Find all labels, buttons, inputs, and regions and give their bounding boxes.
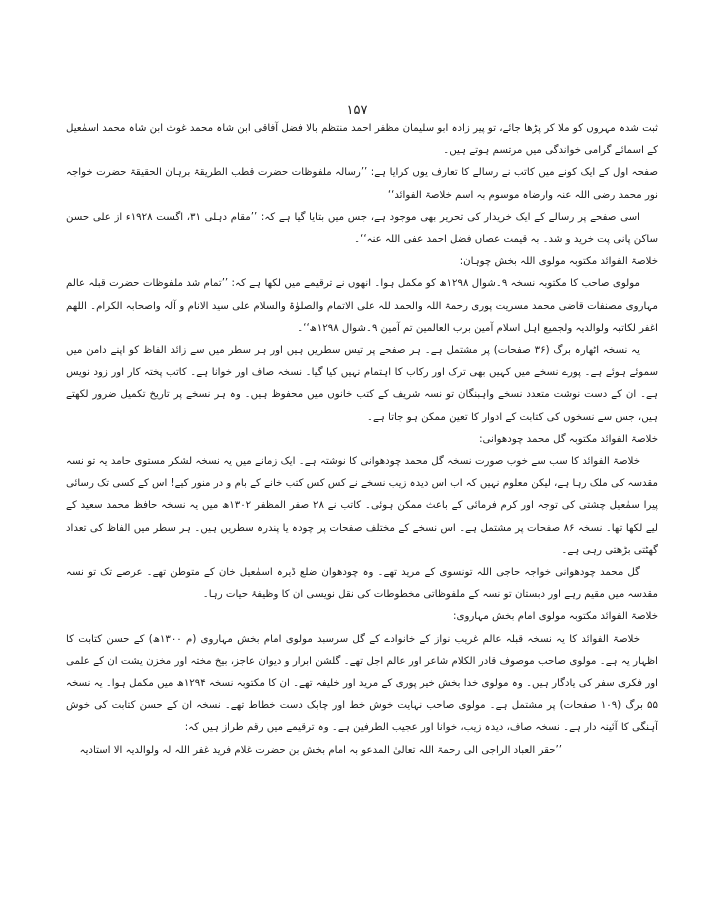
paragraph: خلاصۃ الفوائد کا یہ نسخہ قبلہ عالم غریب نواز کے خانوادے کے گل سرسبد مولوی امام بخش مہاروی (م ۱۳۰۰ھ) کے حسن کتابت کا اظہار یہ ہے۔ مولوی صاحب موصوف قادر الکلام شاعر اور عالم اجل تھے۔ گلشن ابرار و دیوان عاجز، بیخ مختہ اور مخزن یشت ان کے علمی اور فکری سفر کی یادگار ہیں۔ وہ مولوی خدا بخش خیر پوری کے مرید اور خلیفہ تھے۔ ان کا مکتوبہ نسخہ ۱۲۹۴ھ میں مکمل ہوا۔ یہ نسخہ ۵۵ برگ (۱۰۹ صفحات) پر مشتمل ہے۔ مولوی صاحب نہایت خوش خط اور چابک دست خطاط تھے۔ نسخہ ان کے حسن کتابت کی خوش آہنگی کا آئینہ دار ہے۔ نسخہ صاف، دیدہ زیب، خوانا اور عجیب الطرفین ہے۔ وہ ترقیمے میں رقم طراز ہیں کہ: [66,633,658,734]
section-heading: خلاصۃ الفوائد مکتوبہ مولوی امام بخش مہاروی: [453,611,658,623]
paragraph: یہ نسخہ اٹھارہ برگ (۳۶ صفحات) پر مشتمل ہے۔ ہر صفحے پر تیس سطریں ہیں اور ہر سطر میں سے زائد الفاظ کو اپنے دامن میں سموئے ہوئے ہے۔ پورے نسخے میں کہیں بھی ترک اور رکاب کا اہتمام نہیں کیا گیا۔ نسخہ صاف اور خوانا ہے۔ کاتب پختہ کار اور زود نویس ہے۔ ان کے دست نوشت متعدد نسخے واہبنگان تو نسہ شریف کے کتب خانوں میں محفوظ ہیں۔ وہ ہر نسخے پر تاریخ تکمیل ضرور لکھتے ہیں، جس سے نسخوں کی کتابت کے ادوار کا تعین ممکن ہو جاتا ہے۔ [66,345,658,423]
section-heading: خلاصۃ الفوائد مکتوبہ گل محمد چودھوانی: [479,433,658,445]
quote-line: ’’حقر العباد الراجی الی رحمۃ اللہ تعالیٰ المدعو بہ امام بخش بن حضرت غلام فرید غفر اللہ لہ ولوالدیہ الا استادیہ [79,744,562,756]
paragraph: خلاصۃ الفوائد کا سب سے خوب صورت نسخہ گل محمد چودھوانی کا نوشتہ ہے۔ ایک زمانے میں یہ نسخہ لشکر مستوی حامد یہ تو نسہ مقدسہ کی ملک رہا ہے، لیکن معلوم نہیں کہ اب اس دیدہ زیب نسخے نے کس کس کتب خانے کے بام و در منور کیے! اس کے کسی تک رسائی پیرا سمٰعیل چشتی کی توجہ اور کرم فرمائی کے باعث ممکن ہوئی۔ کاتب نے ۲۸ صفر المظفر ۱۳۰۲ھ میں یہ نسخہ حافظ محمد سعید کے لیے لکھا تھا۔ نسخہ ۸۶ صفحات پر مشتمل ہے۔ اس نسخے کے مختلف صفحات پر چودہ یا پندرہ سطریں ہیں۔ ہر سطر میں الفاظ کی تعداد گھٹتی بڑھتی رہی ہے۔ [66,456,658,556]
paragraph: مولوی صاحب کا مکتوبہ نسخہ ۹۔شوال ۱۲۹۸ھ کو مکمل ہوا۔ انھوں نے ترقیمے میں لکھا ہے کہ: ’’تمام شد ملفوظات حضرت قبلہ عالم مہاروی مصنفات قاضی محمد مسریت پوری رحمۃ اللہ والحمد للہ علی الاتمام والصلوٰۃ والسلام علی سید الانام و آلہ واصحابہ الکرام۔ اللھم اغفر لکاتبہ ولوالدیہ ولجمیع اہل اسلام آمین برب العالمین تم آمین ۹۔شوال ۱۲۹۸ھ‘‘۔ [66,278,658,334]
paragraph: ثبت شدہ مہروں کو ملا کر پڑھا جائے، تو پیر زادہ ابو سلیمان مظفر احمد منتظم بالا فضل آفاقی ابن شاہ محمد غوث ابن شاہ محمد اسمٰعیل کے اسمائے گرامی خواندگی میں مرتسم ہوتے ہیں۔ [66,123,658,157]
paragraph: صفحہ اول کے ایک کونے میں کاتب نے رسالے کا تعارف یوں کرایا ہے: ’’رسالہ ملفوظات حضرت قطب الطریقۃ برہان الحقیقۃ حضرت خواجہ نور محمد رضی اللہ عنہ وارضاہ موسوم بہ اسم خلاصۃ الفوائد‘‘ [66,167,658,201]
paragraph: گل محمد چودھوانی خواجہ حاجی اللہ تونسوی کے مرید تھے۔ وہ چودھوان ضلع ڈیرہ اسمٰعیل خان کے متوطن تھے۔ عرصے تک تو نسہ مقدسہ میں مقیم رہے اور دبستان تو نسہ کے ملفوظاتی مخطوطات کی نقل نویسی ان کا وظیفۂ حیات رہا۔ [66,567,658,601]
paragraph: اسی صفحے پر رسالے کے ایک خریدار کی تحریر بھی موجود ہے، جس میں بتایا گیا ہے کہ: ’’مقام دہلی ۳۱، اگست ۱۹۲۸ء از علی حسن ساکن پانی پت خرید و شد۔ بہ قیمت عصاں فضل احمد عفی اللہ عنہ‘‘۔ [66,211,658,246]
body-text [66,118,658,838]
page-number: ۱۵۷ [346,103,368,118]
section-heading: خلاصۃ الفوائد مکتوبہ مولوی اللہ بخش چوہان: [459,256,658,268]
